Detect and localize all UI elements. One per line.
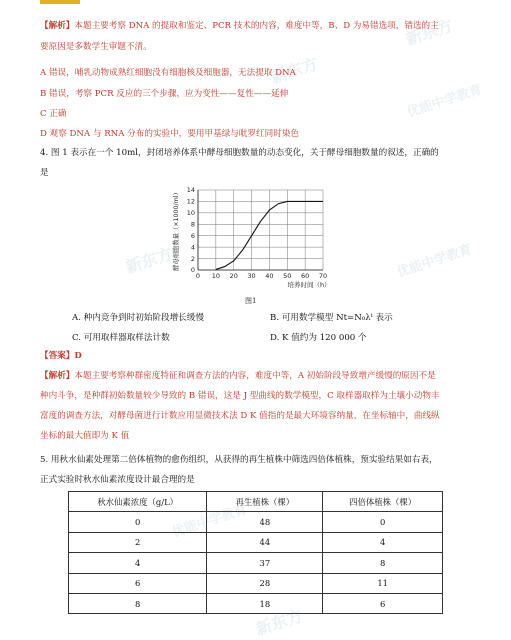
x-tick-label: 0	[195, 272, 201, 280]
explanation-line	[40, 370, 495, 382]
x-tick-label: 10	[211, 272, 220, 280]
table-cell: 18	[207, 593, 323, 613]
question-5-stem-cont: 正式实验时秋水仙素浓度设计最合理的是	[40, 475, 195, 485]
watermark: 新东方	[123, 243, 176, 277]
table-row	[69, 593, 443, 613]
option-d: D. K 值约为 120 000 个	[270, 333, 367, 343]
y-tick-label: 12	[186, 197, 195, 206]
y-tick-label: 10	[186, 209, 195, 218]
watermark: 新东方	[253, 605, 306, 639]
table-cell: 4	[69, 553, 207, 573]
x-tick-label: 20	[229, 272, 238, 280]
question-5-stem: 5. 用秋水仙素处理第二倍体植物的愈伤组织，从获得的再生植株中筛选四倍体植株，预实验结果如右表，	[40, 455, 438, 465]
table-row	[69, 512, 443, 532]
y-tick-label: 2	[190, 254, 195, 263]
option-a: A. 种内竞争到时初始阶段增长缓慢	[72, 313, 204, 323]
analysis-c: C 正确	[40, 109, 67, 119]
table-cell: 8	[69, 593, 207, 613]
table-header: 四倍体植株（棵）	[323, 492, 443, 512]
x-axis-label: 培养时间（h）	[287, 281, 331, 289]
analysis-line	[40, 20, 495, 32]
watermark: 优能中学教育	[395, 242, 475, 281]
x-tick-label: 60	[301, 272, 310, 280]
analysis-d: D 观察 DNA 与 RNA 分布的实验中，要用甲基绿与吡罗红同时染色	[40, 129, 300, 139]
watermark: 优能中学教育	[405, 82, 485, 121]
figure-caption: 图1	[245, 297, 257, 305]
y-tick-label: 6	[190, 231, 195, 240]
option-b: B. 可用数学模型 Nt=N₀λᵗ 表示	[270, 313, 393, 323]
table-header: 秋水仙素浓度（g/L）	[69, 492, 207, 512]
y-tick-label: 14	[186, 186, 195, 195]
y-tick-label: 0	[190, 266, 195, 275]
explanation-text: 坐标的最大值即为 K 值	[40, 431, 130, 441]
table-row	[69, 573, 443, 593]
analysis-b: B 错误，考察 PCR 反应的三个步骤，应为变性——复性——延伸	[40, 89, 289, 99]
table-cell: 37	[207, 553, 323, 573]
x-tick-label: 50	[283, 272, 292, 280]
question-4-stem-cont: 是	[40, 168, 49, 178]
table-header: 再生植株（棵）	[207, 492, 323, 512]
table-cell: 4	[323, 532, 443, 552]
explanation-tag: 【解析】	[40, 371, 75, 381]
table-cell: 6	[69, 573, 207, 593]
header-logo-strip	[40, 0, 80, 4]
table-cell: 8	[323, 553, 443, 573]
yeast-growth-chart	[150, 178, 350, 296]
explanation-text: 富度的调查方法，对酵母菌进行计数应用显微技术法 D K 值指的是最大环境容纳量，在坐标轴中，曲线纵	[40, 411, 440, 421]
table-cell: 28	[207, 573, 323, 593]
y-axis-label: 酵母细胞数量（×1000/ml）	[173, 189, 180, 271]
explanation-text: 种内斗争，是种群初始数量较少导致的 B 错误，这是 J 型曲线的数学模型，C 取样器取样为土壤小动物丰	[40, 391, 440, 401]
table-row	[69, 553, 443, 573]
table-cell: 44	[207, 532, 323, 552]
y-tick-label: 4	[190, 243, 195, 252]
table-cell: 0	[69, 512, 207, 532]
colchicine-table	[68, 491, 443, 614]
table-cell: 11	[323, 573, 443, 593]
analysis-text: 要原因是多数学生审题不清。	[40, 42, 152, 52]
analysis-tag: 【解析】	[40, 21, 75, 31]
analysis-text: 本题主要考察 DNA 的提取和鉴定、PCR 技术的内容，难度中等，B、D 为易错选项，错选的主	[74, 21, 439, 31]
option-c: C. 可用取样器取样法计数	[72, 333, 170, 343]
table-cell: 0	[323, 512, 443, 532]
x-tick-label: 30	[247, 272, 256, 280]
y-tick-label: 8	[190, 220, 195, 229]
table-header-row	[69, 492, 443, 512]
explanation-text: 本题主要考察种群密度特征和调查方法的内容，难度中等，A 初始阶段导致增产缓慢的原因不是	[74, 371, 436, 381]
answer-label: 【答案】D	[40, 351, 82, 361]
watermark: 新东方	[268, 53, 321, 87]
question-4-stem: 4. 图 1 表示在一个 10ml，封闭培养体系中酵母细胞数量的动态变化，关于酵母细胞数量的叙述，正确的	[40, 148, 439, 158]
x-tick-label: 70	[318, 272, 328, 280]
x-tick-label: 40	[265, 272, 274, 280]
table-cell: 6	[323, 593, 443, 613]
analysis-a: A 错误，哺乳动物成熟红细胞没有细胞核及细胞器，无法提取 DNA	[40, 68, 296, 78]
table-cell: 48	[207, 512, 323, 532]
table-cell: 2	[69, 532, 207, 552]
watermark: 优能中学教育	[170, 502, 250, 541]
table-row	[69, 532, 443, 552]
watermark: 新东方	[403, 15, 456, 49]
